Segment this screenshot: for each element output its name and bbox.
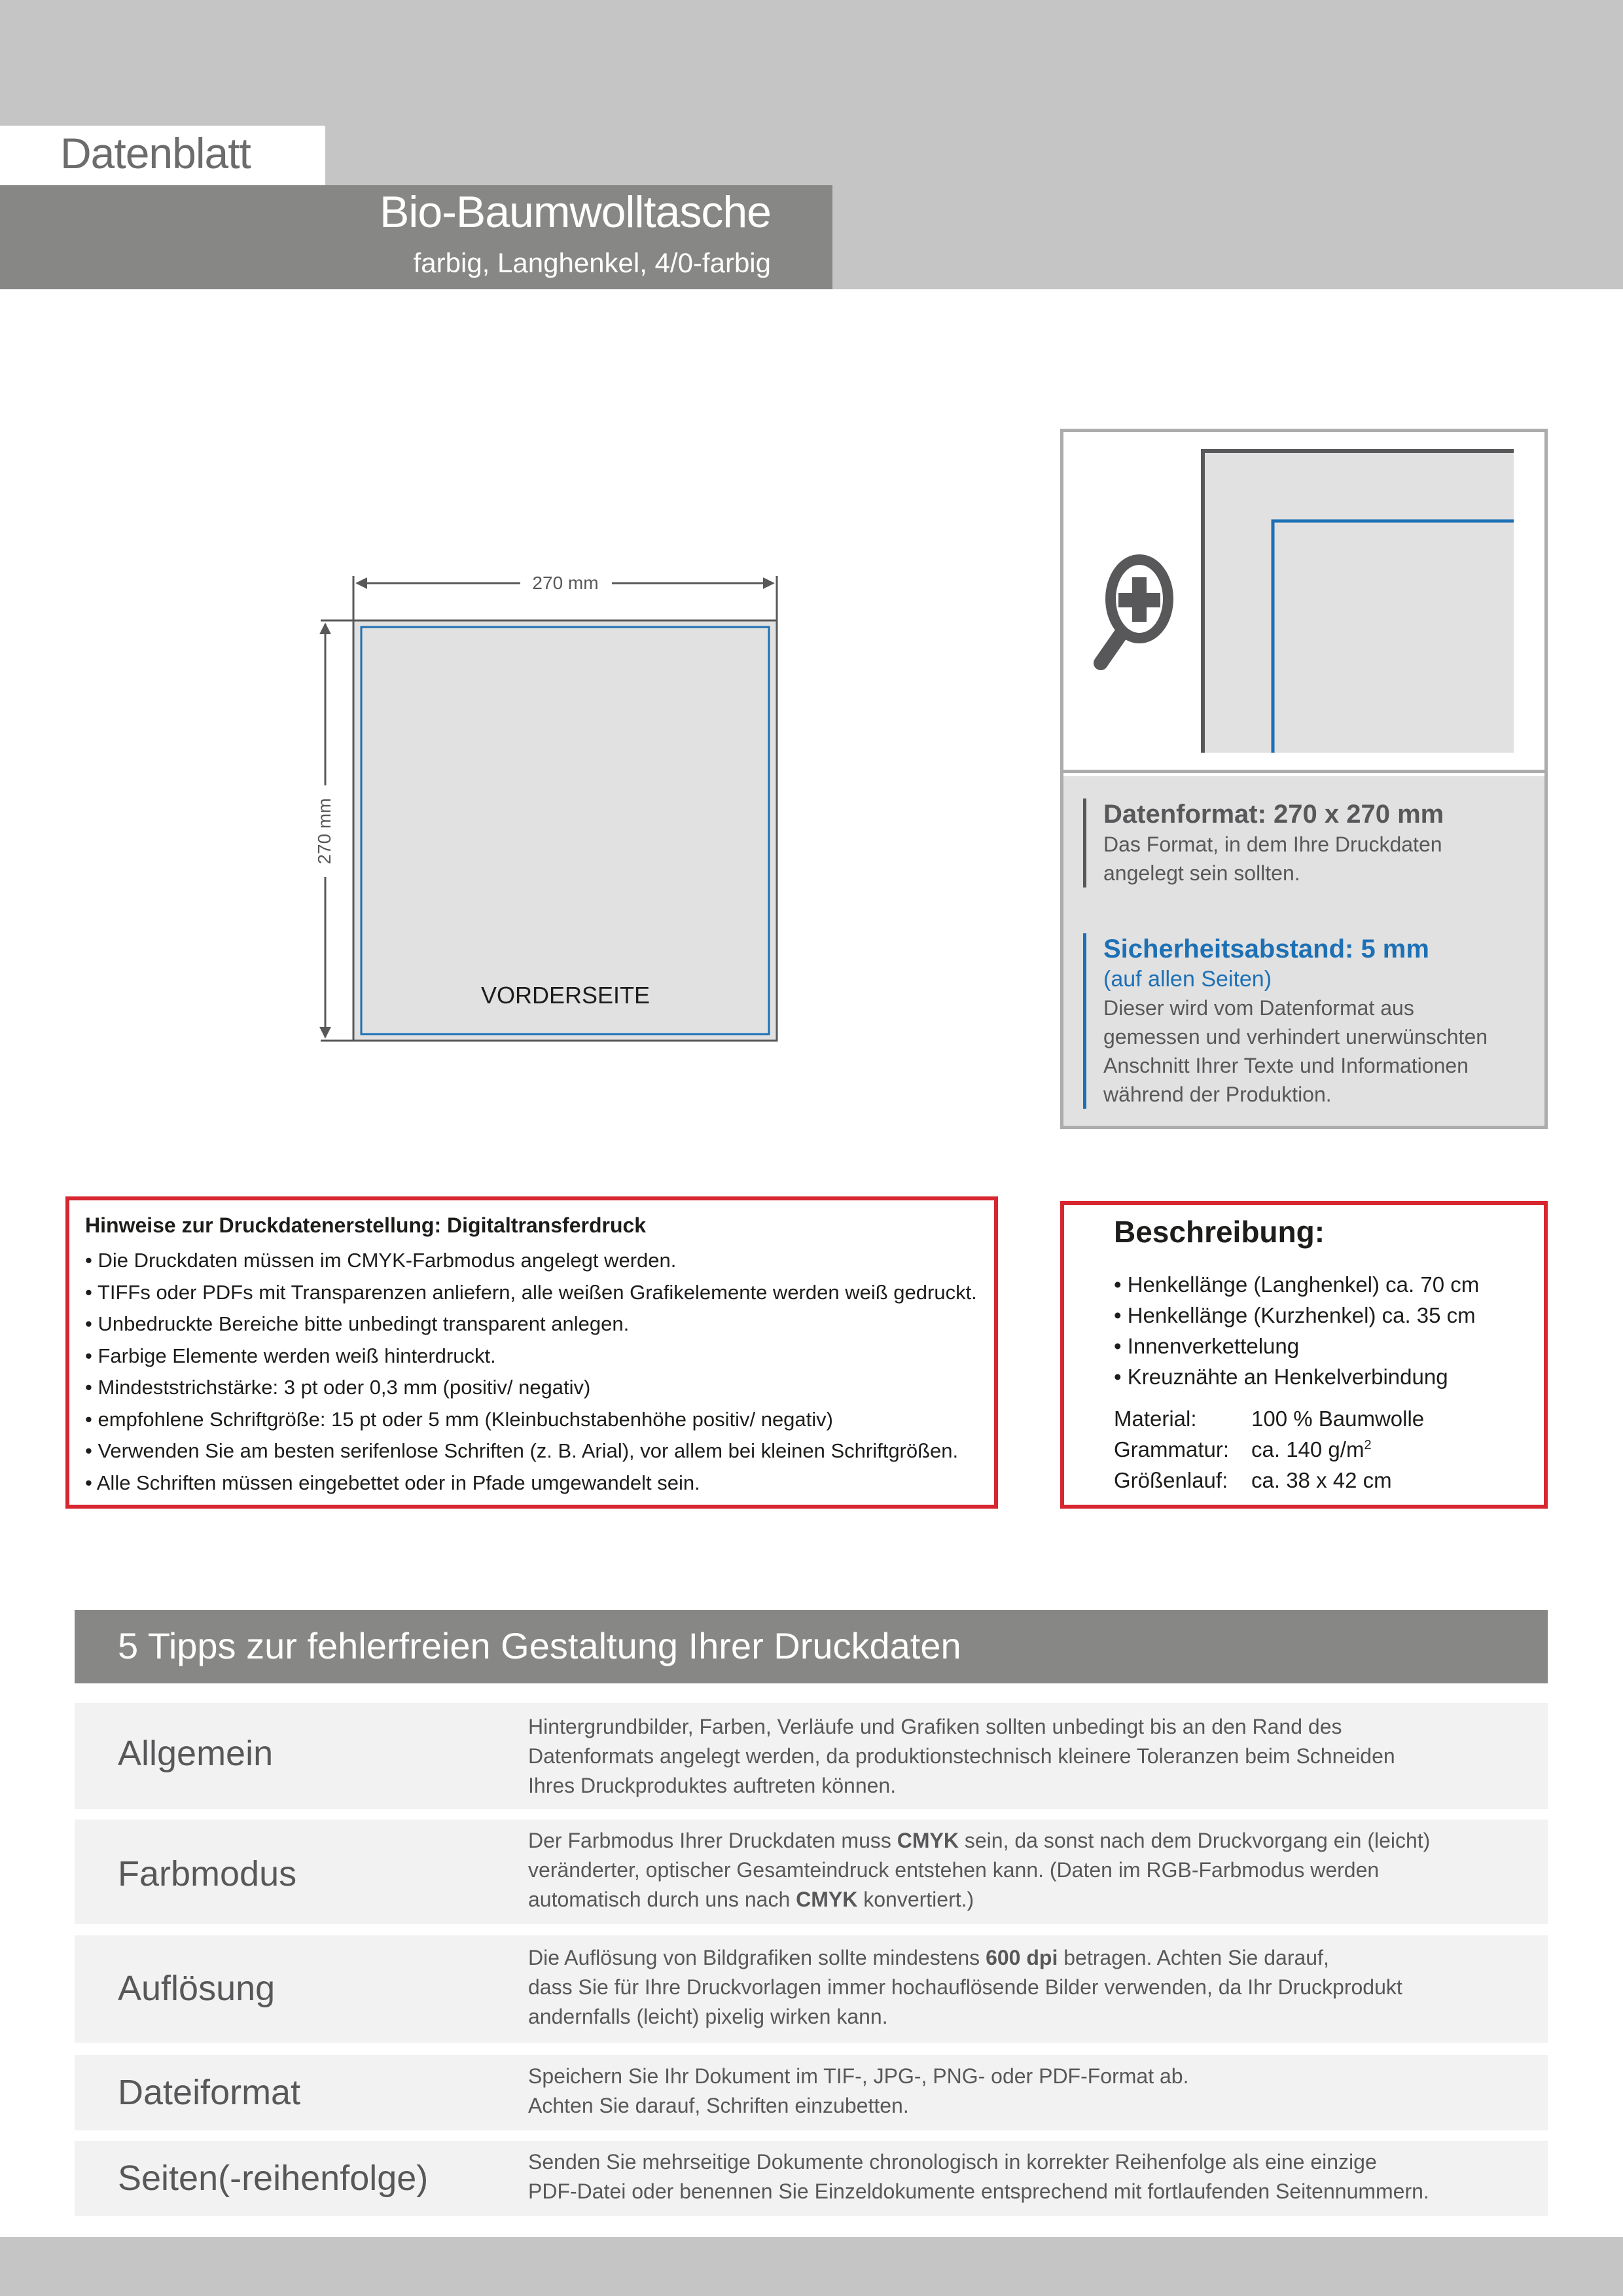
hint-item: • Mindeststrichstärke: 3 pt oder 0,3 mm (positiv/ negativ) [85,1376,591,1399]
format-title: Datenformat: 270 x 270 mm [1103,800,1444,829]
hint-item: • Die Druckdaten müssen im CMYK-Farbmodus angelegt werden. [85,1249,677,1272]
safety-text-line: während der Produktion. [1103,1083,1332,1106]
hint-item: • Verwenden Sie am besten serifenlose Schriften (z. B. Arial), vor allem bei kleinen Schriftgrößen. [85,1439,959,1462]
tip-text [528,1943,1402,2032]
zoom-detail-area [1063,432,1544,773]
spec-value: 100 % Baumwolle [1251,1407,1425,1431]
tip-emphasis: CMYK [796,1888,858,1911]
hint-item: • TIFFs oder PDFs mit Transparenzen anliefern, alle weißen Grafikelemente werden weiß gedruckt. [85,1280,977,1304]
tip-label: Seiten(-reihenfolge) [118,2159,429,2198]
tip-line: Speichern Sie Ihr Dokument im TIF-, JPG-, PNG- oder PDF-Format ab. [528,2064,1189,2088]
corner-fill [1201,449,1514,753]
tip-row-resolution [75,1935,1548,2043]
tip-line: dass Sie für Ihre Druckvorlagen immer hochauflösende Bilder verwenden, da Ihr Druckprodukt [528,1975,1402,1999]
description-box [1060,1201,1548,1509]
spec-label: Grammatur: [1114,1437,1230,1462]
height-label: 270 mm [314,798,334,865]
tip-line: Ihres Druckproduktes auftreten können. [528,1774,897,1797]
spec-row-grammage [1114,1434,1424,1465]
format-diagram-svg [294,563,805,1060]
tip-text-span: Die Auflösung von Bildgrafiken sollte mindestens [528,1946,986,1969]
safety-text-line: Anschnitt Ihrer Texte und Informationen [1103,1054,1469,1077]
spec-label: Material: [1114,1407,1197,1431]
tip-line [528,1885,1430,1914]
tip-line: andernfalls (leicht) pixelig wirken kann. [528,2005,888,2028]
product-title: Bio-Baumwolltasche [379,187,771,237]
footer-band [0,2237,1623,2296]
doc-type-label: Datenblatt [60,129,251,177]
spec-superscript: 2 [1364,1438,1372,1452]
spec-value-text: ca. 140 g/m [1251,1437,1364,1462]
product-subtitle: farbig, Langhenkel, 4/0-farbig [413,247,771,278]
tip-line: veränderter, optischer Gesamteindruck entstehen kann. (Daten im RGB-Farbmodus werden [528,1858,1380,1882]
description-item: • Henkellänge (Langhenkel) ca. 70 cm [1114,1272,1480,1297]
description-item: • Innenverkettelung [1114,1334,1300,1358]
format-info [1083,798,1444,888]
spec-label: Größenlauf: [1114,1468,1228,1492]
tip-emphasis: CMYK [897,1829,959,1852]
side-label: VORDERSEITE [480,982,651,1009]
hint-item: • empfohlene Schriftgröße: 15 pt oder 5 mm (Kleinbuchstabenhöhe positiv/ negativ) [85,1407,833,1431]
spec-row-size [1114,1465,1424,1496]
tips-title: 5 Tipps zur fehlerfreien Gestaltung Ihrer Druckdaten [118,1625,961,1666]
safety-info [1083,933,1488,1109]
spec-value [1251,1434,1372,1465]
print-hints-box [65,1196,998,1509]
spec-value: ca. 38 x 42 cm [1251,1468,1392,1492]
description-item: • Kreuznähte an Henkelverbindung [1114,1365,1448,1389]
tip-label: Dateiformat [118,2073,301,2112]
tip-text-span: Der Farbmodus Ihrer Druckdaten muss [528,1829,897,1852]
hints-title: Hinweise zur Druckdatenerstellung: Digitaltransferdruck [85,1213,647,1237]
safety-subtitle: (auf allen Seiten) [1103,967,1272,992]
hints-list [85,1245,977,1499]
tip-text [528,1712,1395,1801]
tip-label: Farbmodus [118,1854,297,1893]
tip-text-span: konvertiert.) [857,1888,974,1911]
tips-banner [75,1610,1548,1683]
safety-title: Sicherheitsabstand: 5 mm [1103,935,1429,963]
tip-line: Hintergrundbilder, Farben, Verläufe und Grafiken sollten unbedingt bis an den Rand des [528,1715,1342,1738]
tip-emphasis: 600 dpi [986,1946,1058,1969]
format-diagram [294,563,805,1060]
tip-line [528,1943,1402,1973]
tip-line: Achten Sie darauf, Schriften einzubetten. [528,2094,909,2117]
tip-row-color-mode [75,1820,1548,1924]
description-title: Beschreibung: [1114,1215,1325,1249]
tip-line: PDF-Datei oder benennen Sie Einzeldokumente entsprechend mit fortlaufenden Seitennummern. [528,2179,1429,2203]
tip-line [528,1826,1430,1856]
tip-row-file-format [75,2055,1548,2130]
width-label: 270 mm [532,573,599,593]
tip-text-span: automatisch durch uns nach [528,1888,796,1911]
description-list [1114,1269,1479,1392]
tip-label: Auflösung [118,1969,276,2008]
spec-row-material [1114,1403,1424,1434]
format-text-line: Das Format, in dem Ihre Druckdaten [1103,833,1442,856]
data-format-rect [353,620,777,1041]
safety-text-line: Dieser wird vom Datenformat aus [1103,996,1414,1020]
hint-item: • Unbedruckte Bereiche bitte unbedingt transparent anlegen. [85,1312,630,1335]
tip-row-general [75,1703,1548,1809]
tip-label: Allgemein [118,1734,274,1773]
info-body [1063,776,1544,1126]
safety-text-line: gemessen und verhindert unerwünschten [1103,1025,1488,1049]
tip-line: Datenformats angelegt werden, da produktionstechnisch kleinere Toleranzen beim Schneiden [528,1744,1395,1768]
zoom-in-icon [1101,560,1168,663]
spec-table [1114,1403,1424,1496]
format-text-line: angelegt sein sollten. [1103,861,1300,885]
tip-text [528,2147,1429,2206]
corner-detail [1063,432,1544,773]
tip-line: Senden Sie mehrseitige Dokumente chronologisch in korrekter Reihenfolge als eine einzige [528,2150,1377,2174]
tip-text-span: sein, da sonst nach dem Druckvorgang ein (leicht) [958,1829,1431,1852]
hint-item: • Alle Schriften müssen eingebettet oder in Pfade umgewandelt sein. [85,1471,700,1494]
tip-text [528,2062,1188,2121]
tip-text [528,1826,1430,1914]
tip-text-span: betragen. Achten Sie darauf, [1058,1946,1329,1969]
tip-row-page-order [75,2141,1548,2216]
hint-item: • Farbige Elemente werden weiß hinterdruckt. [85,1344,496,1367]
format-info-panel [1060,429,1548,1129]
description-item: • Henkellänge (Kurzhenkel) ca. 35 cm [1114,1303,1476,1327]
